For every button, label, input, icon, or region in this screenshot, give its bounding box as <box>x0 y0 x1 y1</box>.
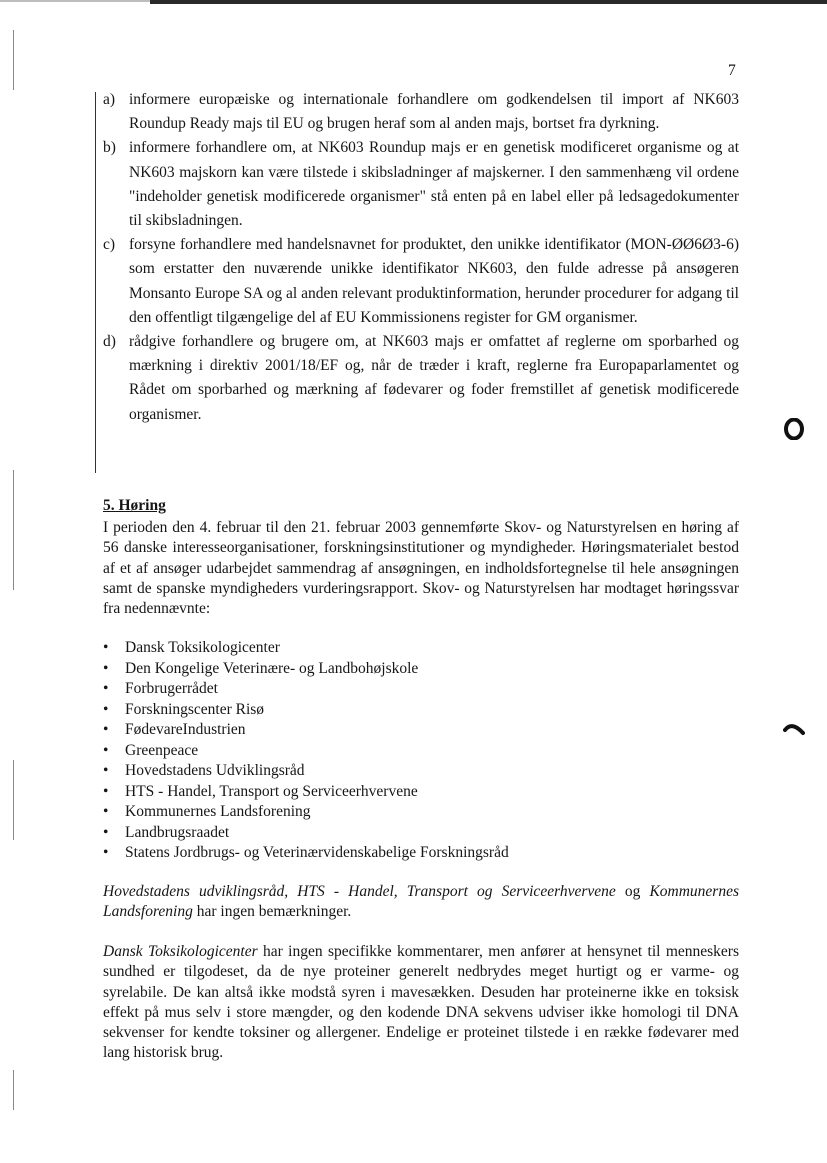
list-item <box>103 330 739 427</box>
punch-hole-mark <box>784 418 804 440</box>
obligation-list <box>103 88 739 427</box>
bullet: • <box>103 639 109 656</box>
conjunction: og <box>615 883 650 900</box>
scan-margin-mark <box>13 470 14 590</box>
paragraph-text: har ingen bemærkninger. <box>192 903 352 921</box>
item-text: informere forhandlere om, at NK603 Roundup majs er en genetisk modificeret organisme og at NK603 majskorn kan være tilstede i skibsladninger af majskerner. I den sammenhæng vil ordene "indeholder genetisk modificerede organismer" stå enten på en label eller på ledsagedokumenter til skibsladningen. <box>129 139 739 230</box>
respondent-name: HTS - Handel, Transport og Serviceerhvervene <box>125 782 418 800</box>
org-names: Kommunernes Landsforening <box>103 883 740 921</box>
bullet: • <box>103 659 109 677</box>
section-heading: 5. Høring <box>103 497 166 514</box>
respondent-name: Statens Jordbrugs- og Veterinærvidenskabelige Forskningsråd <box>125 844 509 861</box>
bullet: • <box>103 680 109 697</box>
scan-margin-mark <box>13 1070 14 1110</box>
list-item <box>103 638 703 659</box>
item-text: informere europæiske og internationale forhandlere om godkendelsen til import af NK603 Roundup Ready majs til EU og brugen heraf som al anden majs, bortset fra dyrkning. <box>129 91 739 133</box>
respondent-list <box>103 638 703 864</box>
toxicology-paragraph <box>103 942 739 1064</box>
list-item <box>103 741 703 762</box>
item-letter: a) <box>103 91 116 108</box>
list-item <box>103 659 703 680</box>
paragraph-text: har ingen specifikke kommentarer, men anfører at hensynet til menneskers sundhed er tilgodeset, da de nye proteiner generelt nedbrydes meget hurtigt og er varme- og syrelabile. De kan altså ikke modstå syren i mavesækken. Desuden har proteinerne ikke en toksisk effekt på mus selv i store mængder, og den kodende DNA sekvens udviser ikke homologi til DNA sekvenser for kendte toksiner og allergener. Endelige er proteinet tilstede i en række fødevarer med lang historisk brug. <box>103 943 739 1062</box>
page-number: 7 <box>728 62 736 79</box>
org-names: Hovedstadens udviklingsråd, HTS - Handel, Transport og Serviceerhvervene <box>103 883 616 900</box>
bullet: • <box>103 700 109 718</box>
respondent-name: Hovedstadens Udviklingsråd <box>125 762 305 779</box>
list-item <box>103 700 703 721</box>
item-letter: d) <box>103 333 116 351</box>
bullet: • <box>103 803 109 820</box>
bullet: • <box>103 762 109 779</box>
scan-margin-mark <box>13 760 14 840</box>
list-item <box>103 720 703 741</box>
respondent-name: Forbrugerrådet <box>125 680 218 697</box>
list-item <box>103 823 703 844</box>
list-item <box>103 679 703 700</box>
bullet: • <box>103 782 109 800</box>
respondent-name: Den Kongelige Veterinære- og Landbohøjskole <box>125 659 419 677</box>
scan-edge-faint <box>0 0 150 2</box>
item-text: forsyne forhandlere med handelsnavnet for produktet, den unikke identifikator (MON-ØØ6Ø3-6) som erstatter den nuværende unikke identifikator NK603, den fulde adresse på ansøgeren Monsanto Europe SA og al anden relevant produktinformation, herunder procedurer for adgang til den offentligt tilgængelige del af EU Kommissionens register for GM organismer. <box>129 236 739 326</box>
list-item <box>103 802 703 823</box>
scan-arc-mark <box>783 722 805 736</box>
bullet: • <box>103 721 109 738</box>
scan-top-edge <box>150 0 827 4</box>
respondent-name: Landbrugsraadet <box>125 823 230 841</box>
bullet: • <box>103 741 109 759</box>
respondent-name: Dansk Toksikologicenter <box>125 639 280 656</box>
list-item <box>103 761 703 782</box>
item-letter: c) <box>103 236 116 254</box>
revision-bar <box>95 92 96 473</box>
respondent-name: Greenpeace <box>125 741 199 759</box>
scan-margin-mark <box>13 30 14 90</box>
item-letter: b) <box>103 139 116 157</box>
respondent-name: Forskningscenter Risø <box>125 700 265 718</box>
list-item <box>103 136 739 233</box>
no-comments-paragraph <box>103 882 739 923</box>
list-item <box>103 233 739 330</box>
respondent-name: FødevareIndustrien <box>125 721 246 738</box>
list-item <box>103 88 739 136</box>
intro-paragraph: I perioden den 4. februar til den 21. februar 2003 gennemførte Skov- og Naturstyrelsen en høring af 56 danske interesseorganisationer, forskningsinstitutioner og myndigheder. Høringsmaterialet bestod af et af ansøger udarbejdet sammendrag af ansøgningen, en indholdsfortegnelse til hele ansøgningen samt de spanske myndigheders vurderingsrapport. Skov- og Naturstyrelsen har modtaget høringssvar fra nedennævnte: <box>103 519 739 618</box>
respondent-name: Kommunernes Landsforening <box>125 803 311 820</box>
list-item <box>103 782 703 803</box>
bullet: • <box>103 844 109 861</box>
org-name: Dansk Toksikologicenter <box>103 943 258 960</box>
bullet: • <box>103 823 109 841</box>
item-text: rådgive forhandlere og brugere om, at NK603 majs er omfattet af reglerne om sporbarhed og mærkning i direktiv 2001/18/EF og, når de træder i kraft, reglerne fra Europaparlamentet og Rådet om sporbarhed og mærkning af fødevarer og foder fremstillet af genetisk modificerede organismer. <box>129 333 739 423</box>
list-item <box>103 843 703 864</box>
